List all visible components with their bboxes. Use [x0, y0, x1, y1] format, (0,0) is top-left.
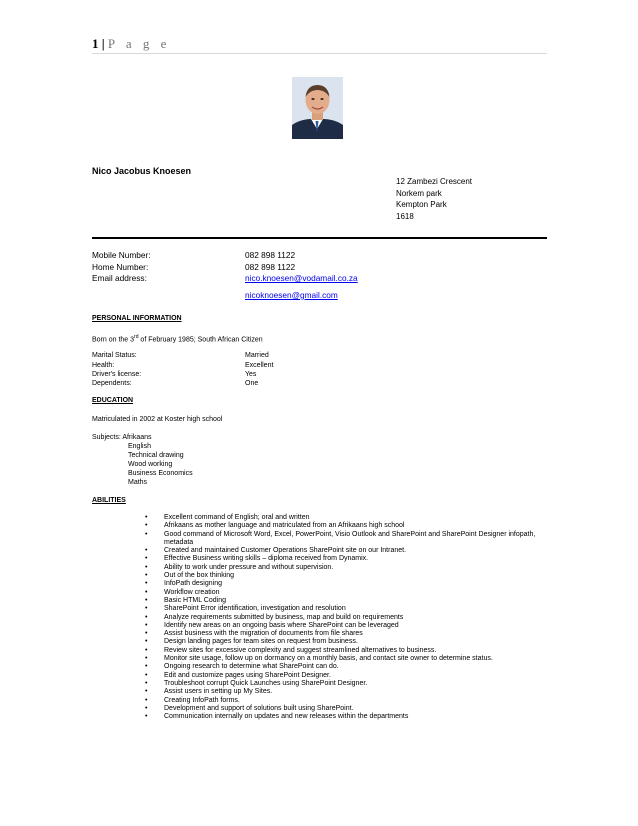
- list-item: [145, 589, 564, 597]
- ability-text: Edit and customize pages using SharePoint Designer.: [164, 671, 331, 679]
- subject-item: Business Economics: [128, 470, 193, 477]
- bullet-icon: •: [145, 596, 148, 604]
- license-label: Driver's license:: [92, 371, 142, 378]
- bullet-icon: •: [145, 713, 148, 721]
- mobile-label: Mobile Number:: [92, 250, 151, 260]
- ability-text: Assist business with the migration of documents from file shares: [164, 630, 363, 638]
- ability-text: Created and maintained Customer Operations SharePoint site on our Intranet.: [164, 547, 407, 555]
- profile-photo: [292, 77, 343, 139]
- ability-text: Troubleshoot corrupt Quick Launches using SharePoint Designer.: [164, 679, 368, 687]
- bullet-icon: •: [145, 588, 148, 596]
- list-item: [145, 705, 564, 713]
- address-line: 1618: [396, 211, 414, 221]
- ability-text: Ongoing research to determine what SharePoint can do.: [164, 663, 339, 671]
- bullet-icon: •: [145, 646, 148, 654]
- bullet-icon: •: [145, 621, 148, 629]
- bullet-icon: •: [145, 580, 148, 588]
- home-value: 082 898 1122: [245, 262, 296, 272]
- mobile-value: 082 898 1122: [245, 250, 296, 260]
- subject-item: Technical drawing: [128, 452, 184, 459]
- bullet-icon: •: [145, 696, 148, 704]
- bullet-icon: •: [145, 655, 148, 663]
- page-label: P a g e: [107, 36, 171, 51]
- bullet-icon: •: [145, 547, 148, 555]
- list-item: [145, 564, 564, 572]
- license-value: Yes: [245, 371, 257, 378]
- subject-item: Wood working: [128, 461, 173, 468]
- bullet-icon: •: [145, 638, 148, 646]
- bullet-icon: •: [145, 613, 148, 621]
- bullet-icon: •: [145, 555, 148, 563]
- bullet-icon: •: [145, 704, 148, 712]
- ability-text: Effective Business writing skills – diploma received from Dynamix.: [164, 555, 369, 563]
- applicant-name: Nico Jacobus Knoesen: [92, 166, 192, 176]
- list-item: [145, 713, 564, 721]
- email-primary-link[interactable]: nico.knoesen@vodamail.co.za: [245, 273, 358, 283]
- list-item: [145, 655, 564, 663]
- ability-text: Development and support of solutions built using SharePoint.: [164, 704, 354, 712]
- ability-text: Out of the box thinking: [164, 572, 235, 580]
- health-label: Health:: [92, 362, 115, 369]
- ability-text: Basic HTML Coding: [164, 596, 226, 604]
- ability-text: Afrikaans as mother language and matriculated from an Afrikaans high school: [164, 522, 405, 530]
- ability-text: Good command of Microsoft Word, Excel, PowerPoint, Visio Outlook and SharePoint and SharePoint Designer infopath, metadata: [164, 530, 536, 546]
- abilities-list: [145, 514, 564, 721]
- dependents-label: Dependents:: [92, 380, 132, 387]
- bullet-icon: •: [145, 572, 148, 580]
- subject-item: English: [128, 443, 151, 450]
- list-item: [145, 597, 564, 605]
- bullet-icon: •: [145, 688, 148, 696]
- bullet-icon: •: [145, 605, 148, 613]
- list-item: [145, 531, 564, 548]
- bullet-icon: •: [145, 630, 148, 638]
- address-line: 12 Zambezi Crescent: [396, 177, 473, 186]
- subject-item: Maths: [128, 479, 148, 486]
- ability-text: Ability to work under pressure and without supervision.: [164, 563, 334, 571]
- marital-label: Marital Status:: [92, 352, 137, 359]
- email-secondary-link[interactable]: nicoknoesen@gmail.com: [245, 290, 338, 300]
- list-item: [145, 680, 564, 688]
- list-item: [145, 630, 564, 638]
- marital-value: Married: [245, 352, 269, 359]
- ability-text: Communication internally on updates and new releases within the departments: [164, 713, 409, 721]
- page-number-value: 1: [92, 36, 99, 51]
- ability-text: Design landing pages for team sites on request from business.: [164, 638, 358, 646]
- header-divider: [92, 53, 547, 54]
- bullet-icon: •: [145, 563, 148, 571]
- list-item: [145, 580, 564, 588]
- health-value: Excellent: [245, 362, 274, 369]
- ability-text: Identify new areas on an ongoing basis where SharePoint can be leveraged: [164, 621, 399, 629]
- list-item: [145, 555, 564, 563]
- birth-prefix: Born on the 3: [92, 336, 135, 344]
- bullet-icon: •: [145, 679, 148, 687]
- address-line: Norkem park: [396, 188, 442, 198]
- list-item: [145, 688, 564, 696]
- postal-address: [396, 176, 472, 222]
- list-item: [145, 647, 564, 655]
- bullet-icon: •: [145, 522, 148, 530]
- section-divider: [92, 237, 547, 239]
- list-item: [145, 663, 564, 671]
- subjects-label: Subjects: Afrikaans: [92, 434, 152, 441]
- ability-text: Excellent command of English; oral and written: [164, 514, 310, 521]
- education-heading: EDUCATION: [92, 397, 134, 404]
- ability-text: SharePoint Error identification, investigation and resolution: [164, 605, 346, 613]
- list-item: [145, 672, 564, 680]
- ability-text: Review sites for excessive complexity and suggest streamlined alternatives to business.: [164, 646, 437, 654]
- birth-suffix: of February 1985; South African Citizen: [138, 336, 263, 344]
- bullet-icon: •: [145, 663, 148, 671]
- list-item: [145, 547, 564, 555]
- home-label: Home Number:: [92, 262, 149, 272]
- abilities-heading: ABILITIES: [92, 497, 126, 504]
- list-item: [145, 697, 564, 705]
- list-item: [145, 514, 564, 522]
- birth-superscript: rd: [134, 334, 139, 340]
- address-line: Kempton Park: [396, 200, 447, 209]
- email-label: Email address:: [92, 273, 147, 283]
- matric-statement: Matriculated in 2002 at Koster high school: [92, 416, 223, 423]
- list-item: [145, 522, 564, 530]
- list-item: [145, 614, 564, 622]
- page-number: [92, 36, 170, 52]
- bullet-icon: •: [145, 514, 148, 521]
- dependents-value: One: [245, 380, 259, 387]
- list-item: [145, 572, 564, 580]
- bullet-icon: •: [145, 671, 148, 679]
- page-separator: |: [101, 36, 105, 51]
- list-item: [145, 622, 564, 630]
- bullet-icon: •: [145, 530, 148, 538]
- ability-text: Assist users in setting up My Sites.: [164, 688, 273, 696]
- birth-statement: [92, 334, 263, 343]
- ability-text: Analyze requirements submitted by business, map and build on requirements: [164, 613, 404, 621]
- list-item: [145, 638, 564, 646]
- ability-text: InfoPath designing: [164, 580, 222, 588]
- list-item: [145, 605, 564, 613]
- personal-info-heading: PERSONAL INFORMATION: [92, 315, 182, 322]
- ability-text: Monitor site usage, follow up on dormancy on a monthly basis, and contact site owner to determine status.: [164, 655, 493, 663]
- ability-text: Creating InfoPath forms.: [164, 696, 240, 704]
- ability-text: Workflow creation: [164, 588, 220, 596]
